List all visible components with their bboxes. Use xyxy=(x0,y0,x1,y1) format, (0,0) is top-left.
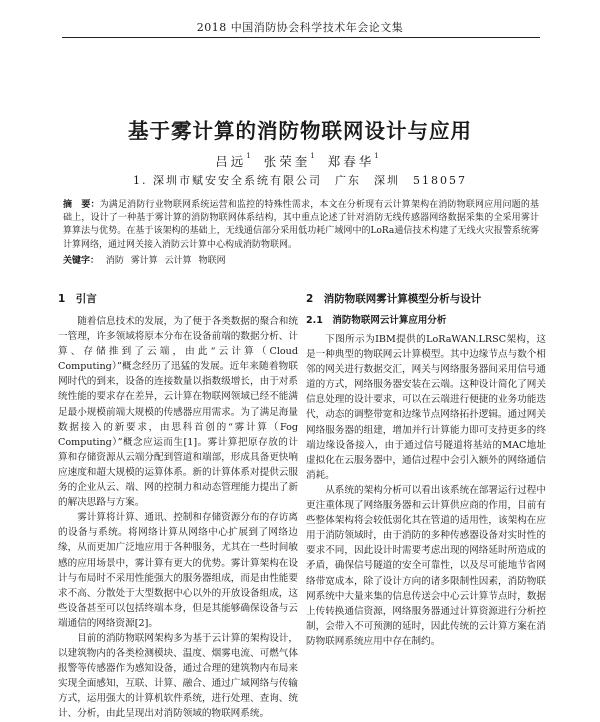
keywords xyxy=(63,255,539,268)
paper-title: 基于雾计算的消防物联网设计与应用 xyxy=(128,119,472,143)
abstract-text: 为满足消防行业物联网系统运营和监控的特殊性需求，本文在分析现有云计算架构在消防物联网应用问题的基础上，设计了一种基于雾计算的消防物联网体系结构，其中重点论述了针对消防无线传感器网络数据采集的全采用雾计算算法与优势。在基于该架构的基础上，无线通信部分采用低功耗广域网中的LoRa通信技术构建了无线火灾报警系统雾计算网络，通过网关接入消防云计算中心构成消防物联网。 xyxy=(63,200,539,250)
paragraph: 下图所示为IBM提供的LoRaWAN.LRSC架构，这是一种典型的物联网云计算模型。其中边缘节点与数个相邻的网关进行数据交汇，网关与网络服务器间采用信号通道的方式，网络服务器安装在云端。这种设计简化了网关信息处理的设计要求，可以在云端进行便捷的业务功能迭代，动态的调整带宽和边缘节点网络拓扑逻辑。通过网关网络服务器的组建，增加并行计算能力即可支持更多的终端边缘设备接入，由于通过信号隧道将基站的MAC地址虚拟化在云服务器中，通信过程中会引入额外的网络通信消耗。 xyxy=(306,334,546,481)
paragraph: 目前的消防物联网架构多为基于云计算的架构设计，以建筑物内的各类检测模块、温度、烟雾电流、可燃气体报警等传感器作为感知设备，通过合理的建筑物内布局来实现全面感知，互联、计算、融合、通过广域网络与传输方式，运用强大的计算机软件系统，进行处理、查询、统计、分析，由此呈现出对消防领域的物联网系统。 xyxy=(58,632,298,720)
author-name: 吕远 xyxy=(215,154,247,169)
keyword: 云计算 xyxy=(164,256,192,266)
running-header: 2018 中国消防协会科学技术年会论文集 xyxy=(196,21,404,34)
author-affil-mark: 1 xyxy=(246,152,251,160)
author-affil-mark: 1 xyxy=(310,152,315,160)
abstract xyxy=(63,199,539,252)
section-heading: 1 引言 xyxy=(58,293,97,305)
author-name: 张荣奎 xyxy=(263,154,311,169)
paragraph: 随着信息技术的发展，为了便于各类数据的聚合和统一管理，许多领域将原本分布在设备前端的数据分析、计算、存储推到了云端，由此“云计算（Cloud Computing）”概念经历了迅猛的发展。近年来随着物联网时代的到来，设备的连接数量以指数级增长，由于对系统性能的要求存在差异，云计算在物联网领域已经不能满足最小规模前端大规模的传感器应用需求。为了满足海量数据接入的新要求，由思科首创的“雾计算（Fog Computing）”概念应运而生[1]。雾计算把原存放的计算和存储资源从云端分配到管道和端部，形成具备更快响应速度和超大规模的运算体系。新的计算体系对提供云服务的企业从云、端、网的控制力和动态管理能力提出了新的解决思路与方案。 xyxy=(58,316,298,509)
paragraph: 雾计算将计算、通讯、控制和存储资源分布的存访离的设备与系统。将网络计算从网络中心扩展到了网络边缘，从而更加广泛地应用于各种服务，尤其在一些时间敏感的应用场景中，雾计算有更大的优势。雾计算架构在设计与布局时不采用性能强大的服务器组成，而是由性能要求不高、分散处于大型数据中心以外的开放设备组成，这些设备甚至可以包括终端本身，但是其能够确保设备与云端通信的网络资源[2]。 xyxy=(58,512,298,629)
column-right xyxy=(306,292,546,649)
header-rule xyxy=(62,37,540,38)
column-left xyxy=(58,292,298,722)
keyword: 物联网 xyxy=(198,256,226,266)
section-heading: 2 消防物联网雾计算模型分析与设计 xyxy=(306,293,482,305)
keyword: 消防 xyxy=(105,256,124,266)
keywords-label: 关键字： xyxy=(63,256,100,266)
author-affil-mark: 1 xyxy=(374,152,379,160)
author-name: 郑春华 xyxy=(327,154,375,169)
subsection-heading: 2.1 消防物联网云计算应用分析 xyxy=(306,315,447,326)
paragraph: 从系统的架构分析可以看出该系统在部署运行过程中更注重体现了网络服务器和云计算供应商的作用，目前有些整体架构将会较低弱化其在管道的适用性，该架构在应用于消防领域时，由于消防的多种传感器设备对实时性的要求不同，因此设计时需要考虑出现的网络延时所造成的矛盾，确保信号隧道的安全可靠性，以及尽可能地节省网络带宽成本，除了设计方向的诸多限制性因素，消防物联网系统中大量来集的信息传送会中心云计算节点时，数据上传转换通信资源，网络服务器通过计算资源进行分析控制，会带入不可预测的延时，因此传统的云计算方案在消防物联网系统应用中存在制约。 xyxy=(306,484,546,647)
author-list xyxy=(0,152,600,170)
affiliation: 1. 深圳市赋安安全系统有限公司 广东 深圳 518057 xyxy=(133,174,467,187)
keyword: 雾计算 xyxy=(130,256,158,266)
abstract-label: 摘 要： xyxy=(63,200,100,210)
